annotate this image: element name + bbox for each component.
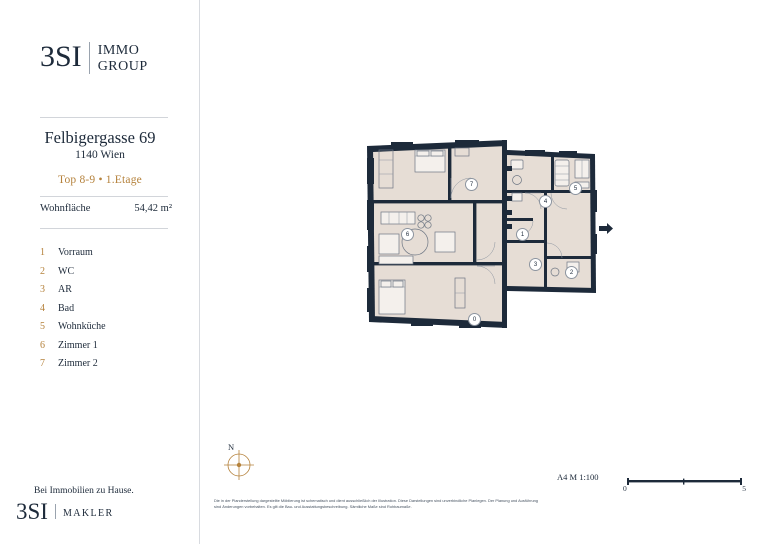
room-label: Vorraum <box>58 247 93 258</box>
property-city: 1140 Wien <box>75 149 125 161</box>
room-number: 7 <box>40 358 45 369</box>
list-item <box>40 339 180 353</box>
scale-start: 0 <box>623 484 627 493</box>
logo-3si-text: 3SI <box>40 40 82 73</box>
room-label: Bad <box>58 302 75 314</box>
compass-north-label: N <box>228 442 235 452</box>
divider-middle <box>40 196 168 197</box>
footer-logo <box>16 500 114 523</box>
plan-room-marker-5: 5 <box>569 182 582 195</box>
room-number: 4 <box>40 302 45 314</box>
list-item <box>40 357 180 371</box>
divider-below-area <box>40 228 168 229</box>
list-item <box>40 302 180 316</box>
plan-room-marker-7: 7 <box>465 178 478 191</box>
list-item <box>40 246 180 260</box>
room-label: Zimmer 2 <box>58 358 98 369</box>
page-title: Felbigergasse 69 <box>44 128 156 147</box>
logo-group-text: GROUP <box>97 58 148 74</box>
room-number: 2 <box>40 265 45 277</box>
plan-room-marker-6: 6 <box>401 228 414 241</box>
area-value: 54,42 m² <box>134 203 172 214</box>
area-row <box>40 203 172 214</box>
scale-label: A4 M 1:100 <box>557 472 599 482</box>
footer-logo-makler: MAKLER <box>55 504 114 519</box>
room-legend <box>40 246 180 376</box>
plan-room-marker-4: 4 <box>539 195 552 208</box>
scale-endpoints <box>623 484 746 493</box>
divider-top <box>40 117 168 118</box>
room-number: 3 <box>40 284 45 295</box>
room-number: 1 <box>40 247 45 258</box>
area-label: Wohnfläche <box>40 203 91 214</box>
list-item <box>40 265 180 279</box>
brand-slogan: Bei Immobilien zu Hause. <box>34 486 134 496</box>
plan-room-marker-0: 0 <box>468 313 481 326</box>
compass-icon <box>222 448 256 482</box>
floorplan-drawing <box>355 130 615 350</box>
room-number: 6 <box>40 339 45 351</box>
property-unit: Top 8-9 • 1.Etage <box>58 174 142 186</box>
plan-room-marker-1: 1 <box>516 228 529 241</box>
list-item <box>40 283 180 297</box>
plan-room-marker-3: 3 <box>529 258 542 271</box>
logo-immo-text: IMMO <box>97 43 140 58</box>
room-label: Wohnküche <box>58 321 106 332</box>
brand-logo <box>40 42 180 74</box>
plan-area <box>200 0 770 544</box>
footer-logo-3si: 3SI <box>16 499 48 524</box>
info-sidebar <box>0 0 200 544</box>
scale-end: 5 <box>742 484 746 493</box>
room-number: 5 <box>40 321 45 332</box>
plan-room-marker-2: 2 <box>565 266 578 279</box>
room-label: Zimmer 1 <box>58 339 98 351</box>
room-label: AR <box>58 284 72 295</box>
floorplan-svg <box>355 130 615 350</box>
room-label: WC <box>58 265 75 277</box>
disclaimer-text: Die in der Planderstellung dargestellte Möblierung ist schematisch und dient ausschließlich der Illustration. Diese Darstellungen sind unverbindliche Planlegen. Der Planung und Ausführung sind Änderungen vorbehalten. Es gilt die Bau- und Ausstattungsbeschreibung. Sämtliche Maße sind Rohbaumaße. <box>214 498 538 509</box>
scale-bar <box>627 473 742 481</box>
list-item <box>40 320 180 334</box>
